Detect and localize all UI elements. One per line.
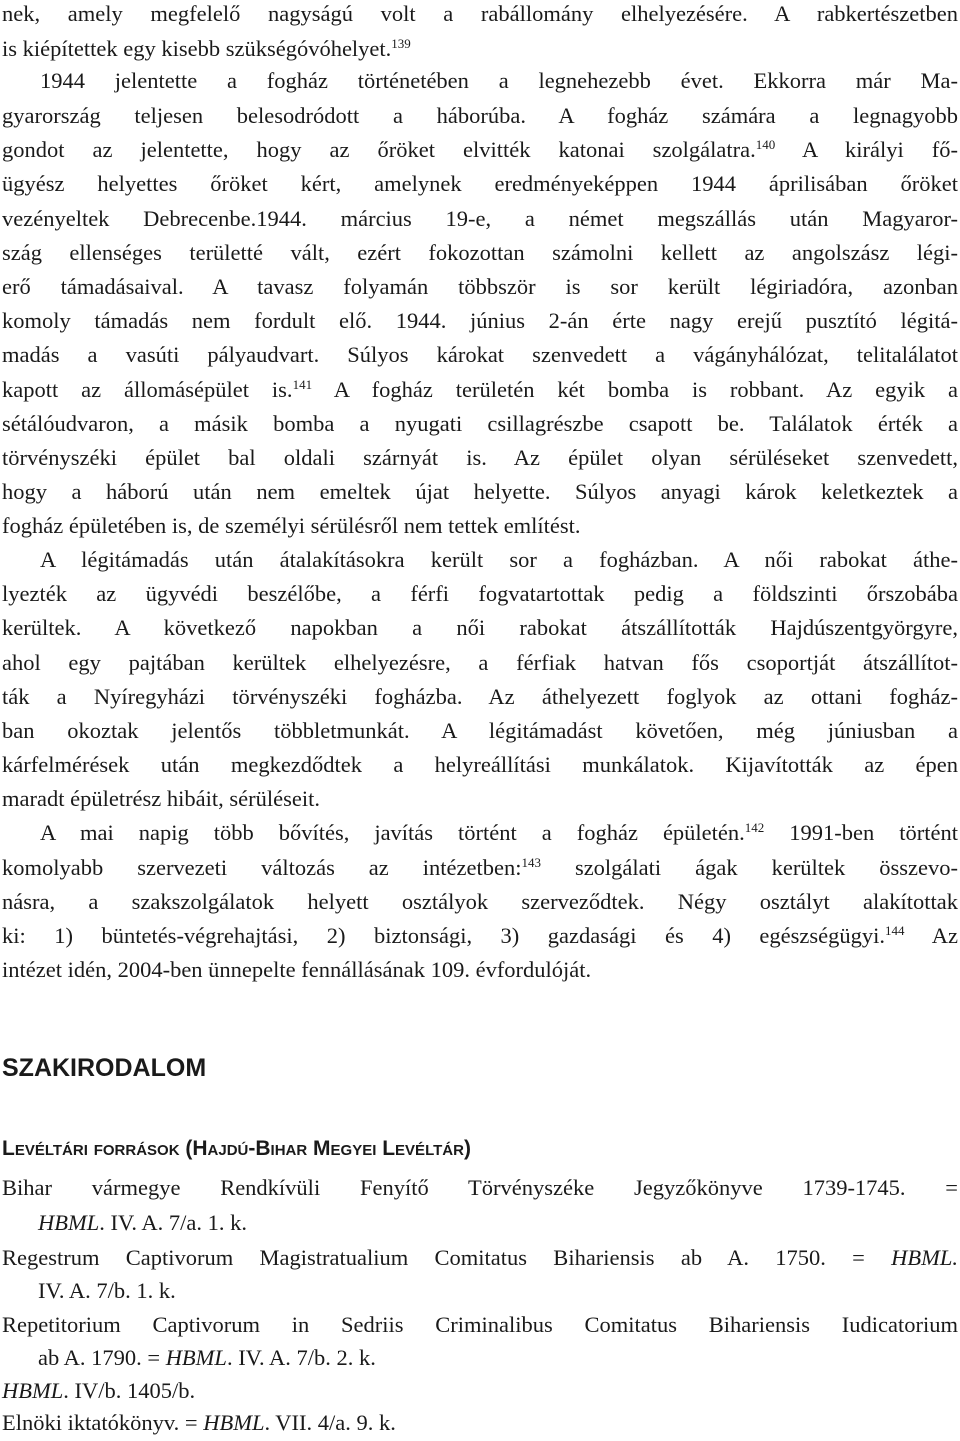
text-line: A mai napig több bővítés, javítás történt a fogház épületén.$^{142}$ 1991-ben történt — [40, 820, 958, 845]
text-line: nek, amely megfelelő nagyságú volt a rabállomány elhelyezésére. A rabkertészetben — [2, 1, 958, 26]
reference-entry: Regestrum Captivorum Magistratualium Comitatus Bihariensis ab A. 1750. = HBML. — [2, 1245, 958, 1270]
section-heading: SZAKIRODALOM — [2, 1054, 207, 1082]
text-line: ahol egy pajtában kerültek elhelyezésre, a férfiak hatvan fős csoportját átszállítot- — [2, 650, 958, 675]
reference-entry-cont: IV. A. 7/b. 1. k. — [38, 1278, 176, 1303]
text-line: is kiépítettek egy kisebb szükségóvóhelyet.$^{139}$ — [2, 36, 411, 61]
text-line: hogy a háború után nem emeltek újat helyette. Súlyos anyagi károk keletkeztek a — [2, 479, 958, 504]
text-line: erő támadásaival. A tavasz folyamán többször is sor került légiriadóra, azonban — [2, 274, 958, 299]
reference-entry-cont: HBML. IV. A. 7/a. 1. k. — [38, 1210, 247, 1235]
text-line: kerültek. A következő napokban a női rabokat átszállították Hajdúszentgyörgyre, — [2, 615, 958, 640]
text-line: ügyész helyettes őröket kért, amelynek eredményeképpen 1944 áprilisában őröket — [2, 171, 958, 196]
text-line: násra, a szakszolgálatok helyett osztályok szerveződtek. Négy osztályt alakítottak — [2, 889, 958, 914]
text-line: komoly támadás nem fordult elő. 1944. június 2-án érte nagy erejű pusztító légitá- — [2, 308, 958, 333]
reference-entry: Repetitorium Captivorum in Sedriis Criminalibus Comitatus Bihariensis Iudicatorium — [2, 1312, 958, 1337]
footnote-ref: 140 — [755, 137, 776, 152]
text-line: vezényeltek Debrecenbe.1944. március 19-e, a német megszállás után Magyaror- — [2, 206, 958, 231]
text-line: ki: 1) büntetés-végrehajtási, 2) biztonsági, 3) gazdasági és 4) egészségügyi.$^{144}$ Az — [2, 923, 958, 948]
text-line: kárfelmérések után megkezdődtek a helyreállítási munkálatok. Kijavították az épen — [2, 752, 958, 777]
reference-entry: Bihar vármegye Rendkívüli Fenyítő Törvényszéke Jegyzőkönyve 1739-1745. = — [2, 1175, 958, 1200]
text-line: madás a vasúti pályaudvart. Súlyos károkat szenvedett a vágányhálózat, telitalálatot — [2, 342, 958, 367]
text-line: intézet idén, 2004-ben ünnepelte fennállásának 109. évfordulóját. — [2, 957, 592, 982]
reference-entry: HBML. IV/b. 1405/b. — [2, 1378, 196, 1403]
text-line: törvényszéki épület bal oldali szárnyát is. Az épület olyan sérüléseket szenvedett, — [2, 445, 958, 470]
footnote-ref: 141 — [292, 377, 313, 392]
reference-entry: Elnöki iktatókönyv. = HBML. VII. 4/a. 9. k. — [2, 1410, 396, 1435]
subsection-heading: Levéltári források (Hajdú-Bihar Megyei Levéltár) — [2, 1137, 471, 1160]
text-line: gondot az jelentette, hogy az őröket elvitték katonai szolgálatra.$^{140}$ A királyi fő- — [2, 137, 958, 162]
text-line: ták a Nyíregyházi törvényszéki fogházba. Az áthelyezett foglyok az ottani fogház- — [2, 684, 958, 709]
text-line: komolyabb szervezeti változás az intézetben:$^{143}$ szolgálati ágak kerültek összevo- — [2, 855, 958, 880]
footnote-ref: 144 — [885, 923, 905, 938]
text-line: sétálóudvaron, a másik bomba a nyugati csillagrészbe csapott be. Találatok érték a — [2, 411, 958, 436]
text-line: maradt épületrész hibáit, sérüléseit. — [2, 786, 320, 811]
reference-entry-cont: ab A. 1790. = HBML. IV. A. 7/b. 2. k. — [38, 1345, 376, 1370]
footnote-ref: 139 — [391, 36, 411, 51]
text-line: szág ellenséges területté vált, ezért fokozottan számolni kellett az angolszász légi- — [2, 240, 958, 265]
footnote-ref: 142 — [744, 820, 765, 835]
text-line: kapott az állomásépület is.$^{141}$ A fogház területén két bomba is robbant. Az egyik a — [2, 377, 958, 402]
text-line: ban okoztak jelentős többletmunkát. A légitámadást követően, még júniusban a — [2, 718, 958, 743]
text-line: A légitámadás után átalakításokra került sor a fogházban. A női rabokat áthe- — [40, 547, 958, 572]
text-line: fogház épületében is, de személyi sérülésről nem tettek említést. — [2, 513, 581, 538]
text-line: 1944 jelentette a fogház történetében a legnehezebb évet. Ekkorra már Ma- — [40, 68, 958, 93]
text-line: gyarország teljesen belesodródott a háborúba. A fogház számára a legnagyobb — [2, 103, 958, 128]
footnote-ref: 143 — [521, 855, 541, 870]
text-line: lyezték az ügyvédi beszélőbe, a férfi fogvatartottak pedig a földszinti őrszobába — [2, 581, 958, 606]
